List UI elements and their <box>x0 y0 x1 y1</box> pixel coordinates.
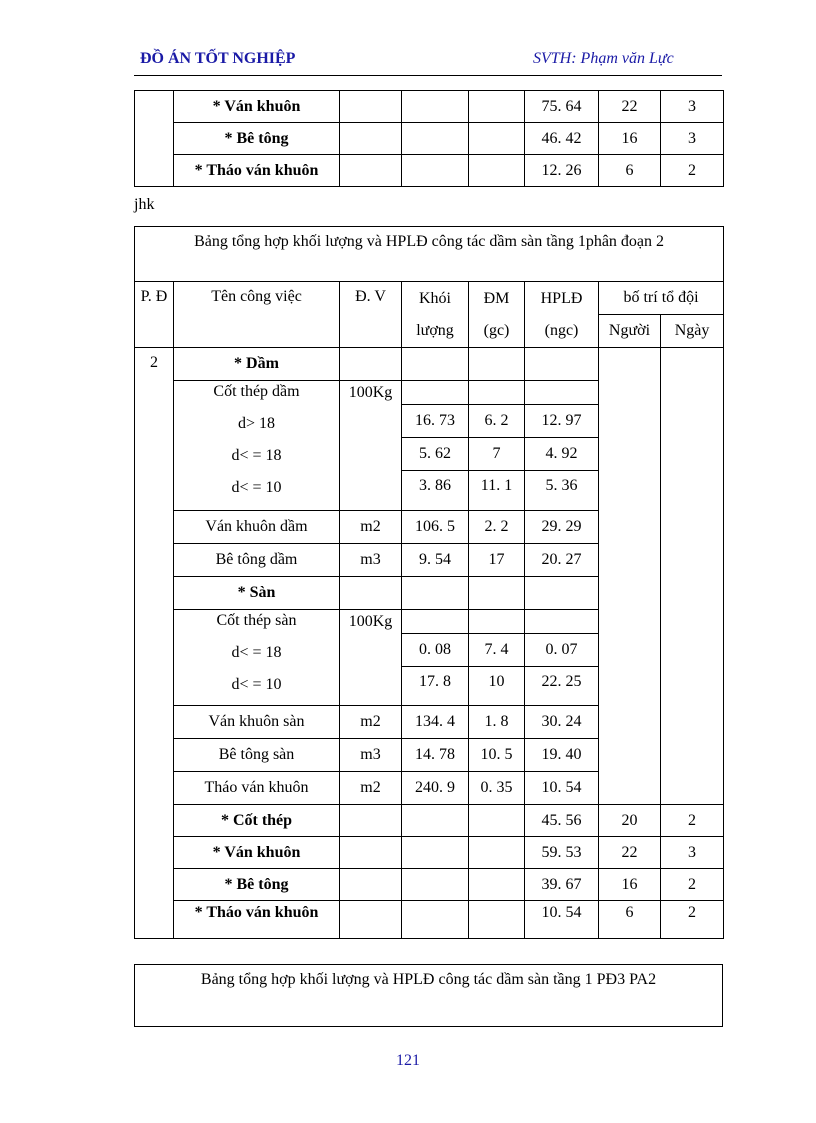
rebar-slab-label: Cốt thép sàn <box>216 612 297 629</box>
workers-value: 16 <box>599 869 661 901</box>
hpld-value: 12. 97 <box>525 405 599 438</box>
quantity-label-1: Khói <box>419 289 451 307</box>
task-name: Bê tông sàn <box>174 739 340 772</box>
rebar-slab-d2: d< = 10 <box>231 676 282 693</box>
hpld-value: 30. 24 <box>525 706 599 739</box>
unit-value: m3 <box>340 544 402 577</box>
norm-value: 11. 1 <box>469 471 525 511</box>
pd-value: 2 <box>135 348 174 939</box>
hpld-label-2: (ngc) <box>544 321 579 339</box>
table-row <box>135 901 724 939</box>
page-number: 121 <box>396 1052 420 1069</box>
section-title-slab: * Sàn <box>174 577 340 610</box>
norm-value: 7. 4 <box>469 634 525 667</box>
header-author: SVTH: Phạm văn Lực <box>533 50 674 67</box>
workers-value: 20 <box>599 805 661 837</box>
hpld-value: 0. 07 <box>525 634 599 667</box>
quantity-value: 3. 86 <box>402 471 469 511</box>
col-header-task: Tên công việc <box>174 282 340 348</box>
days-merged-cell <box>661 348 724 805</box>
rebar-slab-cell <box>174 610 340 706</box>
days-value: 3 <box>661 91 724 123</box>
quantity-value: 17. 8 <box>402 667 469 706</box>
table-row <box>135 91 724 123</box>
col-header-team: bố trí tổ đội <box>599 282 724 315</box>
table-row <box>135 837 724 869</box>
table-row <box>135 155 724 187</box>
norm-value: 10. 5 <box>469 739 525 772</box>
workers-value: 16 <box>599 123 661 155</box>
col-header-hpld <box>525 282 599 348</box>
table-row <box>135 869 724 901</box>
quantity-value: 134. 4 <box>402 706 469 739</box>
table-title: Bảng tổng hợp khối lượng và HPLĐ công tác dầm sàn tầng 1phân đoạn 2 <box>135 227 724 282</box>
rebar-slab-d1: d< = 18 <box>231 644 282 661</box>
hpld-value: 5. 36 <box>525 471 599 511</box>
pd-cell <box>135 91 174 187</box>
header-divider <box>134 75 722 76</box>
summary-name: * Tháo ván khuôn <box>174 901 340 939</box>
hpld-value: 10. 54 <box>525 901 599 939</box>
hpld-value: 45. 56 <box>525 805 599 837</box>
hpld-label-1: HPLĐ <box>540 289 583 307</box>
section-title-beam: * Dầm <box>174 348 340 381</box>
quantity-value: 9. 54 <box>402 544 469 577</box>
quantity-value: 240. 9 <box>402 772 469 805</box>
table-row <box>135 805 724 837</box>
next-table-title: Bảng tổng hợp khối lượng và HPLĐ công tác dầm sàn tầng 1 PĐ3 PA2 <box>200 971 657 988</box>
hpld-value: 46. 42 <box>525 123 599 155</box>
hpld-value: 20. 27 <box>525 544 599 577</box>
hpld-value: 12. 26 <box>525 155 599 187</box>
task-name: * Bê tông <box>174 123 340 155</box>
days-value: 2 <box>661 805 724 837</box>
norm-value: 0. 35 <box>469 772 525 805</box>
top-table <box>134 90 724 187</box>
col-header-pd: P. Đ <box>135 282 174 348</box>
workers-value: 6 <box>599 155 661 187</box>
task-name: * Tháo ván khuôn <box>174 155 340 187</box>
norm-value: 1. 8 <box>469 706 525 739</box>
days-value: 3 <box>661 123 724 155</box>
days-value: 2 <box>661 901 724 939</box>
days-value: 2 <box>661 155 724 187</box>
quantity-value: 5. 62 <box>402 438 469 471</box>
hpld-value: 19. 40 <box>525 739 599 772</box>
quantity-value: 14. 78 <box>402 739 469 772</box>
rebar-beam-d3: d< = 10 <box>231 479 282 496</box>
hpld-value: 10. 54 <box>525 772 599 805</box>
hpld-value: 39. 67 <box>525 869 599 901</box>
norm-value: 2. 2 <box>469 511 525 544</box>
task-name: Bê tông dầm <box>174 544 340 577</box>
hpld-value: 4. 92 <box>525 438 599 471</box>
summary-name: * Bê tông <box>174 869 340 901</box>
norm-label-2: (gc) <box>483 321 510 339</box>
workers-merged-cell <box>599 348 661 805</box>
hpld-value: 22. 25 <box>525 667 599 706</box>
col-header-days: Ngày <box>661 315 724 348</box>
rebar-beam-unit: 100Kg <box>340 381 402 511</box>
quantity-value: 106. 5 <box>402 511 469 544</box>
rebar-slab-unit: 100Kg <box>340 610 402 706</box>
task-name: Ván khuôn sàn <box>174 706 340 739</box>
norm-value: 10 <box>469 667 525 706</box>
quantity-value: 16. 73 <box>402 405 469 438</box>
rebar-beam-d1: d> 18 <box>237 415 276 432</box>
days-value: 3 <box>661 837 724 869</box>
quantity-label-2: lượng <box>416 321 454 339</box>
table-row <box>135 348 724 381</box>
norm-label-1: ĐM <box>483 289 510 307</box>
header-title: ĐỒ ÁN TỐT NGHIỆP <box>140 50 296 67</box>
hpld-value: 59. 53 <box>525 837 599 869</box>
norm-value: 17 <box>469 544 525 577</box>
unit-value: m3 <box>340 739 402 772</box>
rebar-beam-cell <box>174 381 340 511</box>
hpld-value: 29. 29 <box>525 511 599 544</box>
table-row <box>135 123 724 155</box>
next-table-header <box>134 964 723 1027</box>
hpld-value: 75. 64 <box>525 91 599 123</box>
unit-value: m2 <box>340 772 402 805</box>
workers-value: 6 <box>599 901 661 939</box>
task-name: Tháo ván khuôn <box>174 772 340 805</box>
col-header-workers: Người <box>599 315 661 348</box>
norm-value: 6. 2 <box>469 405 525 438</box>
norm-value: 7 <box>469 438 525 471</box>
workers-value: 22 <box>599 837 661 869</box>
workers-value: 22 <box>599 91 661 123</box>
rebar-beam-label: Cốt thép dầm <box>213 383 300 400</box>
col-header-unit: Đ. V <box>340 282 402 348</box>
task-name: Ván khuôn dầm <box>174 511 340 544</box>
days-value: 2 <box>661 869 724 901</box>
col-header-norm <box>469 282 525 348</box>
summary-name: * Ván khuôn <box>174 837 340 869</box>
unit-value: m2 <box>340 511 402 544</box>
col-header-quantity <box>402 282 469 348</box>
unit-value: m2 <box>340 706 402 739</box>
note-text: jhk <box>134 196 155 213</box>
quantity-value: 0. 08 <box>402 634 469 667</box>
summary-name: * Cốt thép <box>174 805 340 837</box>
rebar-beam-d2: d< = 18 <box>231 447 282 464</box>
task-name: * Ván khuôn <box>174 91 340 123</box>
main-table <box>134 226 724 939</box>
